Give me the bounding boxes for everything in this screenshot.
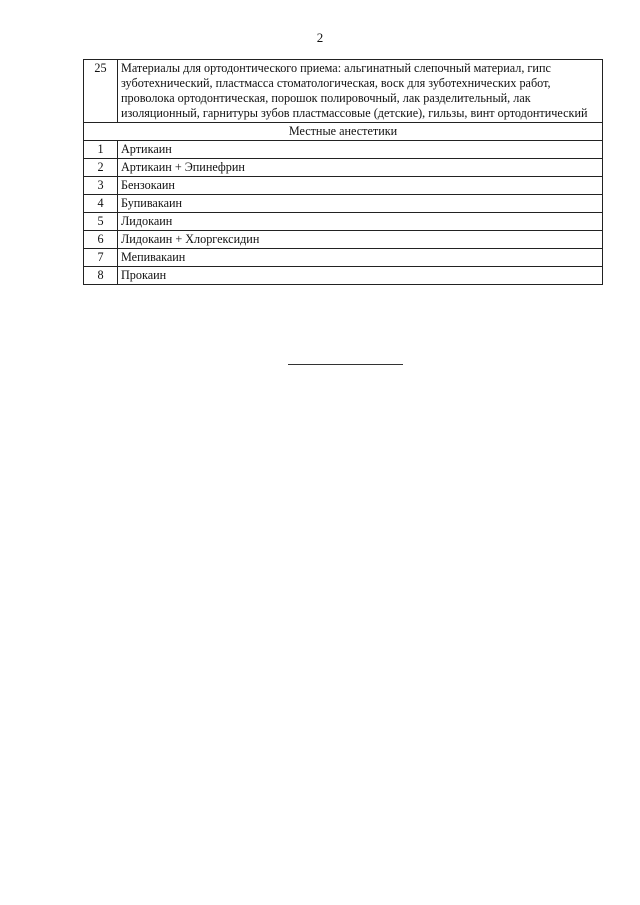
row-text: Прокаин <box>118 267 603 285</box>
table-row <box>84 159 603 177</box>
section-header-row <box>84 123 603 141</box>
table-row <box>84 141 603 159</box>
row-number: 5 <box>84 213 118 231</box>
row-text: Лидокаин + Хлоргексидин <box>118 231 603 249</box>
row-text: Лидокаин <box>118 213 603 231</box>
row-number: 4 <box>84 195 118 213</box>
row-number: 2 <box>84 159 118 177</box>
table-row <box>84 249 603 267</box>
table-row <box>84 213 603 231</box>
table-row <box>84 267 603 285</box>
row-text: Бупивакаин <box>118 195 603 213</box>
row-text: Материалы для ортодонтического приема: альгинатный слепочный материал, гипс зуботехнический, пластмасса стоматологическая, воск для зуботехнических работ, проволока ортодонтическая, порошок полировочный, лак разделительный, лак изоляционный, гарнитуры зубов пластмассовые (детские), гильзы, винт ортодонтический <box>118 60 603 123</box>
row-number: 3 <box>84 177 118 195</box>
table-row <box>84 177 603 195</box>
row-number: 1 <box>84 141 118 159</box>
row-text: Мепивакаин <box>118 249 603 267</box>
row-number: 6 <box>84 231 118 249</box>
table-row <box>84 231 603 249</box>
materials-table <box>83 59 603 285</box>
row-number: 7 <box>84 249 118 267</box>
section-title: Местные анестетики <box>84 123 603 141</box>
table-row <box>84 60 603 123</box>
page-number: 2 <box>316 30 324 45</box>
row-text: Артикаин + Эпинефрин <box>118 159 603 177</box>
row-number: 25 <box>84 60 118 123</box>
row-text: Бензокаин <box>118 177 603 195</box>
row-number: 8 <box>84 267 118 285</box>
document-end-divider <box>288 364 403 365</box>
table-row <box>84 195 603 213</box>
row-text: Артикаин <box>118 141 603 159</box>
